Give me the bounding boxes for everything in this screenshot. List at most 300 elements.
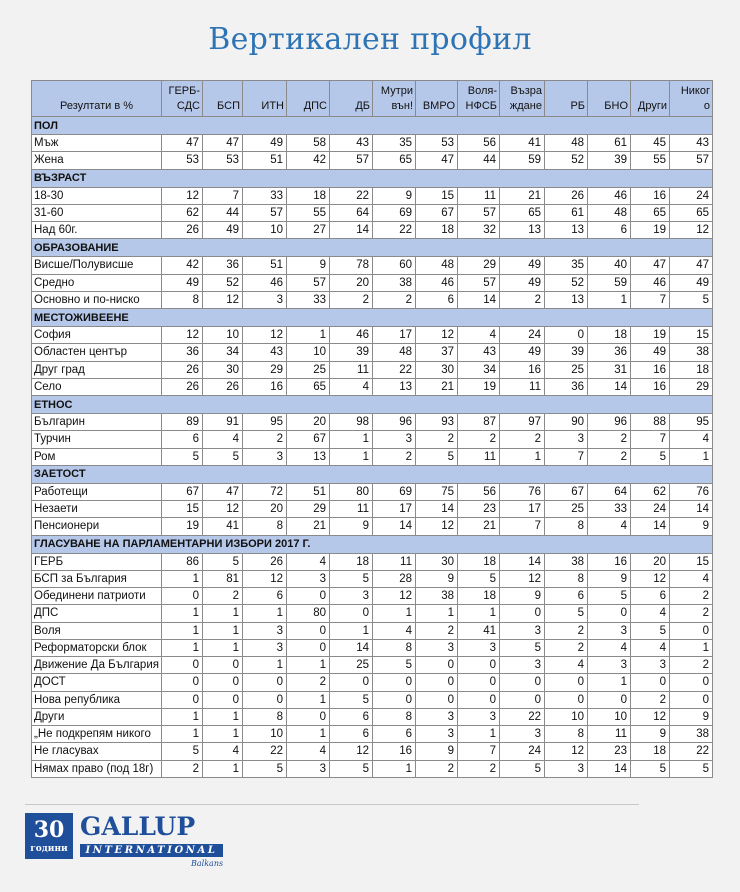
value-cell: 31 — [588, 361, 631, 378]
row-label: 18-30 — [32, 187, 162, 204]
value-cell: 18 — [458, 553, 500, 570]
value-cell: 17 — [500, 501, 545, 518]
value-cell: 27 — [287, 222, 330, 239]
value-cell: 12 — [416, 518, 458, 535]
value-cell: 9 — [416, 570, 458, 587]
value-cell: 3 — [330, 588, 373, 605]
value-cell: 12 — [243, 570, 287, 587]
value-cell: 19 — [162, 518, 203, 535]
value-cell: 36 — [588, 344, 631, 361]
value-cell: 5 — [162, 743, 203, 760]
value-cell: 97 — [500, 414, 545, 431]
row-label: Ром — [32, 448, 162, 465]
value-cell: 60 — [373, 257, 416, 274]
value-cell: 0 — [287, 588, 330, 605]
column-header-line: ГЕРБ- — [168, 85, 200, 97]
value-cell: 29 — [243, 361, 287, 378]
value-cell: 49 — [670, 274, 713, 291]
value-cell: 30 — [416, 361, 458, 378]
value-cell: 2 — [203, 588, 243, 605]
value-cell: 20 — [631, 553, 670, 570]
value-cell: 4 — [373, 622, 416, 639]
value-cell: 37 — [416, 344, 458, 361]
value-cell: 5 — [500, 639, 545, 656]
value-cell: 5 — [588, 588, 631, 605]
value-cell: 81 — [203, 570, 243, 587]
value-cell: 0 — [203, 657, 243, 674]
value-cell: 1 — [373, 605, 416, 622]
value-cell: 11 — [458, 448, 500, 465]
column-header-line: Възра — [510, 85, 542, 97]
section-row — [32, 117, 713, 135]
table-row — [32, 708, 713, 725]
column-header-line: ДБ — [355, 100, 370, 112]
value-cell: 12 — [631, 570, 670, 587]
value-cell: 53 — [162, 152, 203, 169]
value-cell: 3 — [373, 431, 416, 448]
value-cell: 0 — [162, 657, 203, 674]
table-row — [32, 187, 713, 204]
value-cell: 2 — [631, 691, 670, 708]
value-cell: 35 — [545, 257, 588, 274]
value-cell: 2 — [670, 605, 713, 622]
value-cell: 21 — [458, 518, 500, 535]
value-cell: 3 — [416, 708, 458, 725]
value-cell: 33 — [287, 291, 330, 308]
value-cell: 9 — [670, 708, 713, 725]
value-cell: 67 — [545, 483, 588, 500]
value-cell: 0 — [416, 657, 458, 674]
value-cell: 3 — [500, 622, 545, 639]
value-cell: 6 — [588, 222, 631, 239]
row-label: Незаети — [32, 501, 162, 518]
value-cell: 1 — [287, 726, 330, 743]
value-cell: 0 — [203, 674, 243, 691]
row-label: София — [32, 327, 162, 344]
value-cell: 43 — [670, 135, 713, 152]
value-cell: 1 — [203, 708, 243, 725]
value-cell: 44 — [458, 152, 500, 169]
value-cell: 22 — [373, 222, 416, 239]
column-header-line — [332, 84, 370, 99]
value-cell: 26 — [162, 222, 203, 239]
value-cell: 20 — [330, 274, 373, 291]
value-cell: 1 — [203, 639, 243, 656]
value-cell: 29 — [458, 257, 500, 274]
value-cell: 8 — [545, 570, 588, 587]
value-cell: 22 — [373, 361, 416, 378]
value-cell: 7 — [631, 291, 670, 308]
column-header-line: ВМРО — [422, 100, 455, 112]
value-cell: 2 — [416, 431, 458, 448]
value-cell: 48 — [416, 257, 458, 274]
row-label: Турчин — [32, 431, 162, 448]
table-row — [32, 657, 713, 674]
value-cell: 1 — [203, 726, 243, 743]
value-cell: 34 — [203, 344, 243, 361]
value-cell: 52 — [545, 152, 588, 169]
value-cell: 1 — [330, 431, 373, 448]
value-cell: 0 — [500, 605, 545, 622]
table-row — [32, 204, 713, 221]
column-header-line: Воля- — [467, 85, 497, 97]
value-cell: 58 — [287, 135, 330, 152]
value-cell: 12 — [162, 327, 203, 344]
value-cell: 22 — [330, 187, 373, 204]
table-body — [32, 117, 713, 778]
value-cell: 3 — [458, 708, 500, 725]
value-cell: 4 — [588, 639, 631, 656]
table-row — [32, 361, 713, 378]
section-row — [32, 465, 713, 483]
value-cell: 49 — [500, 344, 545, 361]
section-title: ГЛАСУВАНЕ НА ПАРЛАМЕНТАРНИ ИЗБОРИ 2017 Г. — [32, 535, 713, 553]
value-cell: 7 — [500, 518, 545, 535]
value-cell: 10 — [287, 344, 330, 361]
value-cell: 12 — [416, 327, 458, 344]
value-cell: 16 — [373, 743, 416, 760]
value-cell: 12 — [500, 570, 545, 587]
value-cell: 87 — [458, 414, 500, 431]
value-cell: 8 — [243, 518, 287, 535]
value-cell: 3 — [545, 760, 588, 777]
value-cell: 18 — [631, 743, 670, 760]
value-cell: 10 — [588, 708, 631, 725]
value-cell: 98 — [330, 414, 373, 431]
value-cell: 95 — [243, 414, 287, 431]
value-cell: 25 — [330, 657, 373, 674]
value-cell: 52 — [203, 274, 243, 291]
value-cell: 0 — [243, 691, 287, 708]
value-cell: 1 — [162, 622, 203, 639]
table-row — [32, 605, 713, 622]
value-cell: 5 — [458, 570, 500, 587]
value-cell: 0 — [373, 691, 416, 708]
value-cell: 1 — [373, 760, 416, 777]
value-cell: 4 — [287, 553, 330, 570]
value-cell: 2 — [500, 431, 545, 448]
value-cell: 11 — [373, 553, 416, 570]
value-cell: 36 — [162, 344, 203, 361]
value-cell: 16 — [631, 378, 670, 395]
value-cell: 14 — [458, 291, 500, 308]
value-cell: 21 — [416, 378, 458, 395]
value-cell: 2 — [670, 588, 713, 605]
value-cell: 91 — [203, 414, 243, 431]
value-cell: 10 — [243, 222, 287, 239]
value-cell: 61 — [588, 135, 631, 152]
row-label: Основно и по-ниско — [32, 291, 162, 308]
table-row — [32, 674, 713, 691]
value-cell: 5 — [330, 691, 373, 708]
value-cell: 33 — [588, 501, 631, 518]
row-label: Нова република — [32, 691, 162, 708]
value-cell: 4 — [330, 378, 373, 395]
table-row — [32, 431, 713, 448]
value-cell: 15 — [670, 327, 713, 344]
value-cell: 1 — [330, 448, 373, 465]
value-cell: 2 — [588, 431, 631, 448]
value-cell: 13 — [287, 448, 330, 465]
page-title: Вертикален профил — [208, 22, 532, 57]
value-cell: 7 — [631, 431, 670, 448]
column-header — [330, 81, 373, 117]
value-cell: 0 — [458, 657, 500, 674]
table-row — [32, 483, 713, 500]
value-cell: 15 — [670, 553, 713, 570]
value-cell: 0 — [287, 639, 330, 656]
row-label: Друг град — [32, 361, 162, 378]
value-cell: 9 — [588, 570, 631, 587]
value-cell: 38 — [545, 553, 588, 570]
table-row — [32, 327, 713, 344]
table-row — [32, 291, 713, 308]
value-cell: 49 — [631, 344, 670, 361]
value-cell: 25 — [545, 361, 588, 378]
value-cell: 10 — [545, 708, 588, 725]
value-cell: 51 — [287, 483, 330, 500]
value-cell: 45 — [631, 135, 670, 152]
value-cell: 12 — [243, 327, 287, 344]
row-label: Работещи — [32, 483, 162, 500]
value-cell: 3 — [500, 657, 545, 674]
value-cell: 2 — [243, 431, 287, 448]
row-label: ГЕРБ — [32, 553, 162, 570]
column-header-line: БНО — [604, 100, 628, 112]
value-cell: 26 — [203, 378, 243, 395]
value-cell: 51 — [243, 152, 287, 169]
value-cell: 89 — [162, 414, 203, 431]
value-cell: 41 — [458, 622, 500, 639]
value-cell: 8 — [243, 708, 287, 725]
value-cell: 9 — [631, 726, 670, 743]
value-cell: 6 — [330, 708, 373, 725]
value-cell: 24 — [500, 743, 545, 760]
value-cell: 21 — [287, 518, 330, 535]
value-cell: 1 — [203, 622, 243, 639]
value-cell: 0 — [162, 691, 203, 708]
column-header-line — [245, 84, 284, 99]
value-cell: 0 — [330, 674, 373, 691]
value-cell: 38 — [416, 588, 458, 605]
row-label: Висше/Полувисше — [32, 257, 162, 274]
value-cell: 5 — [500, 760, 545, 777]
value-cell: 12 — [203, 501, 243, 518]
value-cell: 47 — [203, 483, 243, 500]
value-cell: 11 — [330, 361, 373, 378]
value-cell: 48 — [373, 344, 416, 361]
value-cell: 2 — [458, 431, 500, 448]
value-cell: 48 — [588, 204, 631, 221]
table-row — [32, 588, 713, 605]
value-cell: 47 — [162, 135, 203, 152]
row-label: Движение Да България — [32, 657, 162, 674]
value-cell: 28 — [373, 570, 416, 587]
table-row — [32, 257, 713, 274]
value-cell: 1 — [162, 639, 203, 656]
logo-subtitle: INTERNATIONAL — [80, 844, 223, 857]
value-cell: 59 — [588, 274, 631, 291]
value-cell: 24 — [670, 187, 713, 204]
table-row — [32, 553, 713, 570]
value-cell: 47 — [631, 257, 670, 274]
value-cell: 26 — [545, 187, 588, 204]
value-cell: 38 — [670, 344, 713, 361]
value-cell: 42 — [287, 152, 330, 169]
table-row — [32, 760, 713, 777]
value-cell: 1 — [670, 639, 713, 656]
value-cell: 1 — [243, 657, 287, 674]
value-cell: 2 — [500, 291, 545, 308]
row-label: Жена — [32, 152, 162, 169]
value-cell: 12 — [545, 743, 588, 760]
value-cell: 22 — [243, 743, 287, 760]
column-header-line — [547, 84, 585, 99]
value-cell: 26 — [243, 553, 287, 570]
value-cell: 64 — [330, 204, 373, 221]
row-label: Нямах право (под 18г) — [32, 760, 162, 777]
value-cell: 1 — [330, 622, 373, 639]
table-row — [32, 344, 713, 361]
value-cell: 0 — [243, 674, 287, 691]
value-cell: 0 — [670, 674, 713, 691]
value-cell: 65 — [500, 204, 545, 221]
column-header — [631, 81, 670, 117]
value-cell: 33 — [243, 187, 287, 204]
value-cell: 1 — [588, 674, 631, 691]
row-label: Обединени патриоти — [32, 588, 162, 605]
value-cell: 9 — [330, 518, 373, 535]
value-cell: 0 — [500, 674, 545, 691]
column-header-line: Никог — [680, 85, 710, 97]
value-cell: 1 — [416, 605, 458, 622]
value-cell: 18 — [416, 222, 458, 239]
table-row — [32, 135, 713, 152]
table-header — [32, 81, 713, 117]
value-cell: 0 — [162, 588, 203, 605]
value-cell: 0 — [373, 674, 416, 691]
value-cell: 18 — [287, 187, 330, 204]
value-cell: 2 — [416, 760, 458, 777]
value-cell: 13 — [545, 291, 588, 308]
value-cell: 18 — [588, 327, 631, 344]
value-cell: 12 — [373, 588, 416, 605]
column-header — [416, 81, 458, 117]
value-cell: 5 — [373, 657, 416, 674]
value-cell: 3 — [588, 622, 631, 639]
value-cell: 95 — [670, 414, 713, 431]
column-header-line — [205, 84, 240, 99]
value-cell: 5 — [203, 553, 243, 570]
value-cell: 14 — [330, 222, 373, 239]
row-label: Над 60г. — [32, 222, 162, 239]
value-cell: 0 — [670, 691, 713, 708]
footer-divider — [25, 804, 639, 805]
value-cell: 57 — [458, 274, 500, 291]
value-cell: 46 — [243, 274, 287, 291]
value-cell: 49 — [203, 222, 243, 239]
value-cell: 57 — [458, 204, 500, 221]
value-cell: 0 — [287, 708, 330, 725]
value-cell: 1 — [243, 605, 287, 622]
column-header-line: ИТН — [261, 100, 284, 112]
value-cell: 72 — [243, 483, 287, 500]
value-cell: 75 — [416, 483, 458, 500]
value-cell: 41 — [203, 518, 243, 535]
value-cell: 47 — [203, 135, 243, 152]
value-cell: 59 — [500, 152, 545, 169]
value-cell: 2 — [670, 657, 713, 674]
value-cell: 39 — [330, 344, 373, 361]
section-title: МЕСТОЖИВЕЕНЕ — [32, 309, 713, 327]
value-cell: 3 — [243, 639, 287, 656]
value-cell: 18 — [458, 588, 500, 605]
value-cell: 16 — [588, 553, 631, 570]
row-label: Село — [32, 378, 162, 395]
value-cell: 0 — [545, 691, 588, 708]
value-cell: 40 — [588, 257, 631, 274]
value-cell: 36 — [545, 378, 588, 395]
table-row — [32, 378, 713, 395]
value-cell: 2 — [458, 760, 500, 777]
value-cell: 0 — [588, 691, 631, 708]
value-cell: 4 — [588, 518, 631, 535]
value-cell: 4 — [631, 639, 670, 656]
section-title: ЗАЕТОСТ — [32, 465, 713, 483]
value-cell: 3 — [243, 622, 287, 639]
value-cell: 47 — [670, 257, 713, 274]
value-cell: 47 — [416, 152, 458, 169]
table-row — [32, 222, 713, 239]
value-cell: 4 — [458, 327, 500, 344]
value-cell: 0 — [203, 691, 243, 708]
value-cell: 0 — [330, 605, 373, 622]
value-cell: 10 — [203, 327, 243, 344]
column-header-line: РБ — [570, 100, 585, 112]
table-row — [32, 448, 713, 465]
value-cell: 64 — [588, 483, 631, 500]
value-cell: 14 — [500, 553, 545, 570]
value-cell: 0 — [545, 327, 588, 344]
value-cell: 96 — [373, 414, 416, 431]
value-cell: 42 — [162, 257, 203, 274]
value-cell: 20 — [287, 414, 330, 431]
row-label: 31-60 — [32, 204, 162, 221]
value-cell: 67 — [162, 483, 203, 500]
section-title: ЕТНОС — [32, 396, 713, 414]
header-row — [32, 81, 713, 117]
value-cell: 53 — [416, 135, 458, 152]
value-cell: 34 — [458, 361, 500, 378]
value-cell: 6 — [330, 726, 373, 743]
value-cell: 8 — [162, 291, 203, 308]
value-cell: 13 — [500, 222, 545, 239]
value-cell: 0 — [416, 674, 458, 691]
table-row — [32, 639, 713, 656]
value-cell: 7 — [203, 187, 243, 204]
value-cell: 5 — [243, 760, 287, 777]
value-cell: 11 — [588, 726, 631, 743]
value-cell: 13 — [373, 378, 416, 395]
value-cell: 3 — [287, 570, 330, 587]
value-cell: 46 — [631, 274, 670, 291]
value-cell: 5 — [330, 760, 373, 777]
gallup-logo — [25, 813, 235, 873]
value-cell: 49 — [243, 135, 287, 152]
value-cell: 1 — [500, 448, 545, 465]
value-cell: 11 — [500, 378, 545, 395]
value-cell: 3 — [416, 639, 458, 656]
